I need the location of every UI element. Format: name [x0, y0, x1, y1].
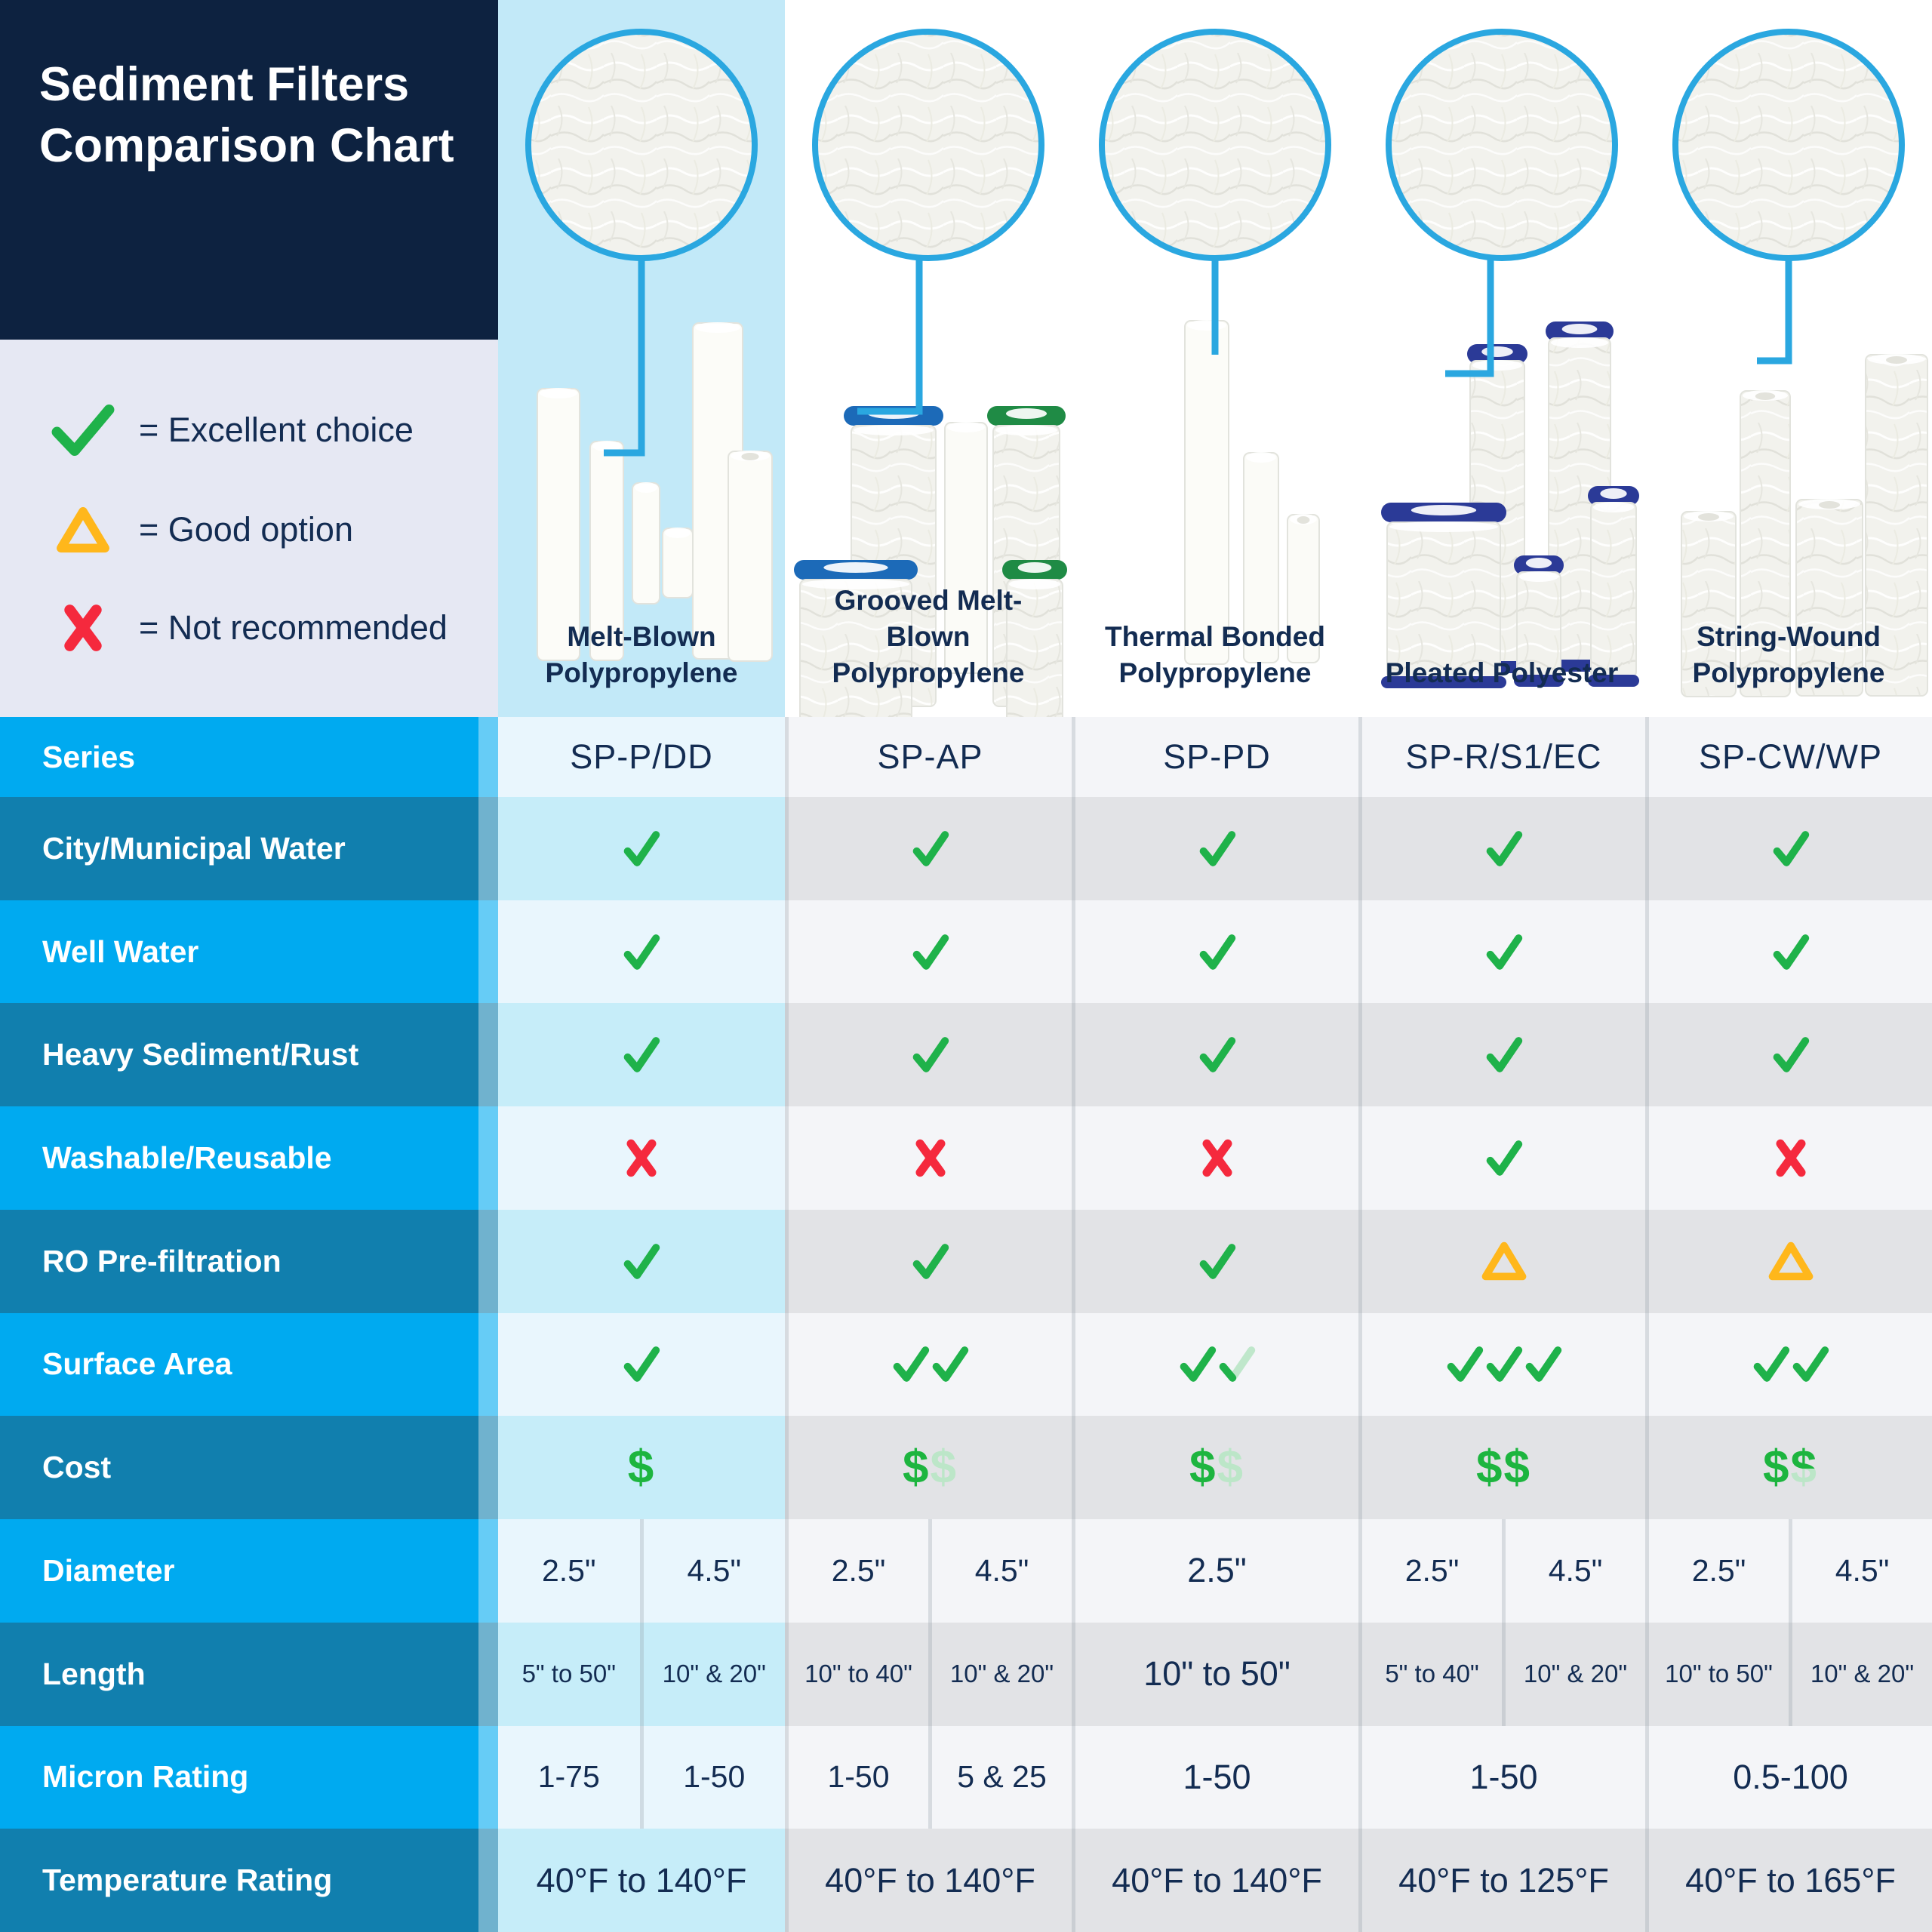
cell-length-grooved-melt-blown-polypropylene [785, 1623, 1072, 1726]
cell-temperature-rating-string-wound-polypropylene [1645, 1829, 1932, 1932]
check-icon [619, 1343, 664, 1386]
cell-ro-pre-filtration-thermal-bonded-polypropylene [1072, 1210, 1358, 1313]
check-icon [888, 1343, 934, 1386]
cell-diameter-string-wound-polypropylene [1645, 1519, 1932, 1623]
cell-surface-area-melt-blown-polypropylene [498, 1313, 785, 1417]
rating-symbols [1763, 1441, 1818, 1494]
row-label-well-water [0, 900, 498, 1004]
dollar-icon: $ [1189, 1441, 1217, 1494]
column-header-pleated-polyester [1358, 0, 1645, 717]
spec-value: 2.5" [541, 1552, 596, 1588]
check-icon [619, 931, 664, 974]
texture-zoom-circle [815, 32, 1041, 258]
x-icon [911, 1136, 950, 1180]
row-label-heavy-sediment-rust [0, 1003, 498, 1106]
series-code: SP-PD [1163, 737, 1271, 776]
legend-label: = Not recommended [139, 608, 448, 647]
x-icon [622, 1136, 661, 1180]
series-code: SP-CW/WP [1699, 737, 1882, 776]
triangle-icon [45, 505, 121, 555]
column-title: Thermal Bonded Polypropylene [1105, 620, 1325, 688]
row-label-text: Washable/Reusable [42, 1140, 332, 1176]
cell-series-thermal-bonded-polypropylene [1072, 717, 1358, 797]
rating-symbols [891, 1343, 970, 1386]
cell-washable-reusable-pleated-polyester [1358, 1106, 1645, 1210]
check-icon [1195, 1033, 1240, 1076]
cell-ro-pre-filtration-string-wound-polypropylene [1645, 1210, 1932, 1313]
cell-temperature-rating-grooved-melt-blown-polypropylene [785, 1829, 1072, 1932]
cell-washable-reusable-thermal-bonded-polypropylene [1072, 1106, 1358, 1210]
spec-value: 4.5" [1789, 1519, 1932, 1623]
cell-ro-pre-filtration-melt-blown-polypropylene [498, 1210, 785, 1313]
zoom-connector-line [1757, 258, 1789, 361]
rating-symbols [1481, 1240, 1527, 1282]
row-label-temperature-rating [0, 1829, 498, 1932]
cell-length-melt-blown-polypropylene [498, 1623, 785, 1726]
cell-ro-pre-filtration-grooved-melt-blown-polypropylene [785, 1210, 1072, 1313]
cell-surface-area-pleated-polyester [1358, 1313, 1645, 1417]
cell-surface-area-thermal-bonded-polypropylene [1072, 1313, 1358, 1417]
check-icon [1521, 1343, 1566, 1386]
dollar-half-icon: $ [1790, 1441, 1818, 1494]
cell-cost-melt-blown-polypropylene [498, 1416, 785, 1519]
row-label-series [0, 717, 498, 797]
check-icon [1481, 931, 1527, 974]
cell-washable-reusable-melt-blown-polypropylene [498, 1106, 785, 1210]
rating-symbols [1476, 1441, 1531, 1494]
check-icon [1481, 1343, 1527, 1386]
spec-value: 10" & 20" [928, 1623, 1072, 1726]
spec-value: 40°F to 140°F [1112, 1860, 1322, 1900]
spec-value: 40°F to 125°F [1398, 1860, 1609, 1900]
series-code: SP-R/S1/EC [1405, 737, 1602, 776]
cell-city-municipal-water-grooved-melt-blown-polypropylene [785, 797, 1072, 900]
cell-ro-pre-filtration-pleated-polyester [1358, 1210, 1645, 1313]
cell-micron-rating-grooved-melt-blown-polypropylene [785, 1726, 1072, 1829]
dollar-icon: $ [903, 1441, 931, 1494]
column-header-grooved-melt-blown-polypropylene [785, 0, 1072, 717]
page-title: Sediment Filters Comparison Chart [39, 58, 454, 172]
spec-value: 4.5" [928, 1519, 1072, 1623]
dollar-faded-icon: $ [1217, 1441, 1244, 1494]
cell-well-water-pleated-polyester [1358, 900, 1645, 1004]
cell-cost-pleated-polyester [1358, 1416, 1645, 1519]
product-photo-pleated-polyester [1358, 0, 1645, 717]
cell-micron-rating-pleated-polyester [1358, 1726, 1645, 1829]
row-label-text: Micron Rating [42, 1759, 249, 1795]
check-icon [1442, 1343, 1487, 1386]
rating-symbols [911, 1240, 950, 1283]
spec-value: 1-50 [827, 1759, 890, 1795]
cell-length-pleated-polyester [1358, 1623, 1645, 1726]
cell-temperature-rating-melt-blown-polypropylene [498, 1829, 785, 1932]
column-title: Grooved Melt-Blown Polypropylene [832, 584, 1025, 688]
rating-symbols [1445, 1343, 1563, 1386]
half-check-icon [1214, 1343, 1260, 1386]
check-icon [908, 1033, 953, 1076]
spec-value: 5 & 25 [928, 1726, 1072, 1829]
check-icon [1195, 931, 1240, 974]
check-icon [1768, 827, 1814, 870]
cell-well-water-melt-blown-polypropylene [498, 900, 785, 1004]
dollar-icon: $ [627, 1441, 656, 1494]
spec-value: 1-75 [537, 1759, 600, 1795]
check-icon [908, 1240, 953, 1283]
row-label-text: Series [42, 739, 136, 774]
dollar-faded-icon: $ [930, 1441, 958, 1494]
rating-symbols [911, 931, 950, 974]
row-label-text: Length [42, 1656, 146, 1691]
cell-heavy-sediment-rust-pleated-polyester [1358, 1003, 1645, 1106]
cell-cost-grooved-melt-blown-polypropylene [785, 1416, 1072, 1519]
cell-city-municipal-water-melt-blown-polypropylene [498, 797, 785, 900]
rating-symbols [1484, 931, 1524, 974]
triangle-icon [1481, 1240, 1527, 1282]
check-icon [45, 402, 121, 458]
check-icon [908, 931, 953, 974]
cell-city-municipal-water-thermal-bonded-polypropylene [1072, 797, 1358, 900]
series-code: SP-P/DD [570, 737, 713, 776]
product-photo-string-wound-polypropylene [1645, 0, 1932, 717]
rating-symbols [1484, 1137, 1524, 1180]
cell-series-pleated-polyester [1358, 717, 1645, 797]
column-title: Melt-Blown Polypropylene [545, 620, 738, 688]
cell-well-water-string-wound-polypropylene [1645, 900, 1932, 1004]
rating-symbols [622, 931, 661, 974]
title-box [0, 0, 498, 340]
cell-city-municipal-water-pleated-polyester [1358, 797, 1645, 900]
spec-value: 10" & 20" [1502, 1623, 1645, 1726]
spec-value: 10" to 50" [1143, 1654, 1291, 1694]
series-code: SP-AP [877, 737, 983, 776]
spec-value: 1-50 [640, 1726, 786, 1829]
cell-heavy-sediment-rust-melt-blown-polypropylene [498, 1003, 785, 1106]
check-icon [619, 1033, 664, 1076]
cell-cost-string-wound-polypropylene [1645, 1416, 1932, 1519]
row-label-text: Surface Area [42, 1346, 232, 1382]
spec-value: 40°F to 140°F [536, 1860, 747, 1900]
x-icon [1771, 1136, 1810, 1180]
texture-zoom-circle [1675, 32, 1902, 258]
spec-value: 5" to 40" [1385, 1660, 1479, 1688]
rating-symbols [1752, 1343, 1830, 1386]
row-label-cost [0, 1416, 498, 1519]
column-header-thermal-bonded-polypropylene [1072, 0, 1358, 717]
check-icon [1768, 1033, 1814, 1076]
cell-series-grooved-melt-blown-polypropylene [785, 717, 1072, 797]
spec-value: 40°F to 140°F [825, 1860, 1035, 1900]
legend-label: = Excellent choice [139, 411, 414, 449]
cell-diameter-grooved-melt-blown-polypropylene [785, 1519, 1072, 1623]
rating-symbols [911, 1033, 950, 1076]
x-icon [1198, 1136, 1237, 1180]
cell-diameter-thermal-bonded-polypropylene [1072, 1519, 1358, 1623]
rating-symbols [1767, 1240, 1814, 1282]
product-photo-thermal-bonded-polypropylene [1072, 0, 1358, 717]
cell-series-string-wound-polypropylene [1645, 717, 1932, 797]
check-icon [619, 827, 664, 870]
triangle-icon [1767, 1240, 1814, 1282]
column-header-string-wound-polypropylene [1645, 0, 1932, 717]
cell-heavy-sediment-rust-grooved-melt-blown-polypropylene [785, 1003, 1072, 1106]
row-label-text: Heavy Sediment/Rust [42, 1037, 359, 1072]
cell-diameter-pleated-polyester [1358, 1519, 1645, 1623]
legend-label: = Good option [139, 510, 353, 549]
cell-heavy-sediment-rust-string-wound-polypropylene [1645, 1003, 1932, 1106]
rating-symbols [1198, 827, 1237, 870]
dollar-icon: $ [1503, 1441, 1531, 1494]
check-icon [908, 827, 953, 870]
rating-symbols [903, 1441, 958, 1494]
texture-zoom-circle [1102, 32, 1328, 258]
texture-zoom-circle [528, 32, 755, 258]
cell-micron-rating-thermal-bonded-polypropylene [1072, 1726, 1358, 1829]
row-label-ro-pre-filtration [0, 1210, 498, 1313]
spec-value: 2.5" [1187, 1551, 1247, 1590]
spec-value: 10" & 20" [640, 1623, 786, 1726]
rating-symbols [911, 1136, 950, 1180]
spec-value: 4.5" [1502, 1519, 1645, 1623]
cell-city-municipal-water-string-wound-polypropylene [1645, 797, 1932, 900]
spec-value: 2.5" [831, 1552, 886, 1588]
spec-value: 2.5" [1691, 1552, 1746, 1588]
column-title: String-Wound Polypropylene [1692, 620, 1885, 688]
rating-symbols [1484, 827, 1524, 870]
rating-symbols [1198, 931, 1237, 974]
cell-cost-thermal-bonded-polypropylene [1072, 1416, 1358, 1519]
rating-symbols [1189, 1441, 1244, 1494]
rating-symbols [1198, 1033, 1237, 1076]
column-header-melt-blown-polypropylene [498, 0, 785, 717]
spec-value: 2.5" [1404, 1552, 1460, 1588]
cell-heavy-sediment-rust-thermal-bonded-polypropylene [1072, 1003, 1358, 1106]
row-label-text: City/Municipal Water [42, 830, 346, 866]
cell-surface-area-grooved-melt-blown-polypropylene [785, 1313, 1072, 1417]
cell-micron-rating-melt-blown-polypropylene [498, 1726, 785, 1829]
row-label-surface-area [0, 1313, 498, 1417]
spec-value: 5" to 50" [521, 1660, 616, 1688]
legend-item-excellent [45, 402, 498, 458]
zoom-connector-line [604, 258, 641, 453]
cell-well-water-thermal-bonded-polypropylene [1072, 900, 1358, 1004]
rating-symbols [1198, 1136, 1237, 1180]
rating-symbols [1771, 1033, 1810, 1076]
rating-symbols [1484, 1033, 1524, 1076]
legend [0, 340, 498, 717]
check-icon [1481, 827, 1527, 870]
row-label-text: RO Pre-filtration [42, 1243, 281, 1278]
rating-symbols [622, 1033, 661, 1076]
check-icon [1788, 1343, 1833, 1386]
row-label-text: Temperature Rating [42, 1863, 333, 1898]
spec-value: 10" & 20" [1789, 1623, 1932, 1726]
cell-length-thermal-bonded-polypropylene [1072, 1623, 1358, 1726]
rating-symbols [627, 1441, 656, 1494]
cell-temperature-rating-thermal-bonded-polypropylene [1072, 1829, 1358, 1932]
spec-value: 4.5" [640, 1519, 786, 1623]
check-icon [1481, 1137, 1527, 1180]
spec-value: 10" to 40" [804, 1660, 912, 1688]
rating-symbols [1771, 1136, 1810, 1180]
cell-micron-rating-string-wound-polypropylene [1645, 1726, 1932, 1829]
rating-symbols [622, 1343, 661, 1386]
cell-washable-reusable-grooved-melt-blown-polypropylene [785, 1106, 1072, 1210]
cell-diameter-melt-blown-polypropylene [498, 1519, 785, 1623]
zoom-connector-line [857, 258, 919, 411]
row-label-length [0, 1623, 498, 1726]
cell-temperature-rating-pleated-polyester [1358, 1829, 1645, 1932]
rating-symbols [1771, 827, 1810, 870]
cell-series-melt-blown-polypropylene [498, 717, 785, 797]
row-label-text: Cost [42, 1450, 112, 1485]
spec-value: 40°F to 165°F [1685, 1860, 1896, 1900]
spec-value: 0.5-100 [1733, 1757, 1848, 1796]
row-label-diameter [0, 1519, 498, 1623]
check-icon [1481, 1033, 1527, 1076]
check-icon [928, 1343, 973, 1386]
column-title: Pleated Polyester [1385, 657, 1619, 688]
spec-value: 1-50 [1183, 1757, 1251, 1796]
row-label-text: Diameter [42, 1552, 175, 1588]
check-icon [1195, 827, 1240, 870]
check-icon [619, 1240, 664, 1283]
product-photo-melt-blown-polypropylene [498, 0, 785, 717]
row-label-text: Well Water [42, 934, 199, 969]
dollar-icon: $ [1763, 1441, 1791, 1494]
check-icon [1749, 1343, 1794, 1386]
rating-symbols [1198, 1240, 1237, 1283]
legend-item-good [45, 505, 498, 555]
check-icon [1195, 1240, 1240, 1283]
cell-washable-reusable-string-wound-polypropylene [1645, 1106, 1932, 1210]
rating-symbols [622, 827, 661, 870]
spec-value: 1-50 [1469, 1757, 1538, 1796]
cell-surface-area-string-wound-polypropylene [1645, 1313, 1932, 1417]
dollar-icon: $ [1476, 1441, 1504, 1494]
rating-symbols [911, 827, 950, 870]
texture-zoom-circle [1389, 32, 1615, 258]
legend-item-not-recommended [45, 601, 498, 654]
row-label-micron-rating [0, 1726, 498, 1829]
cell-length-string-wound-polypropylene [1645, 1623, 1932, 1726]
rating-symbols [1771, 931, 1810, 974]
x-icon [45, 601, 121, 654]
row-label-washable-reusable [0, 1106, 498, 1210]
check-icon [1175, 1343, 1220, 1386]
rating-symbols [1178, 1343, 1257, 1386]
row-label-city-municipal-water [0, 797, 498, 900]
rating-symbols [622, 1136, 661, 1180]
rating-symbols [622, 1240, 661, 1283]
spec-value: 10" to 50" [1665, 1660, 1773, 1688]
check-icon [1768, 931, 1814, 974]
cell-well-water-grooved-melt-blown-polypropylene [785, 900, 1072, 1004]
